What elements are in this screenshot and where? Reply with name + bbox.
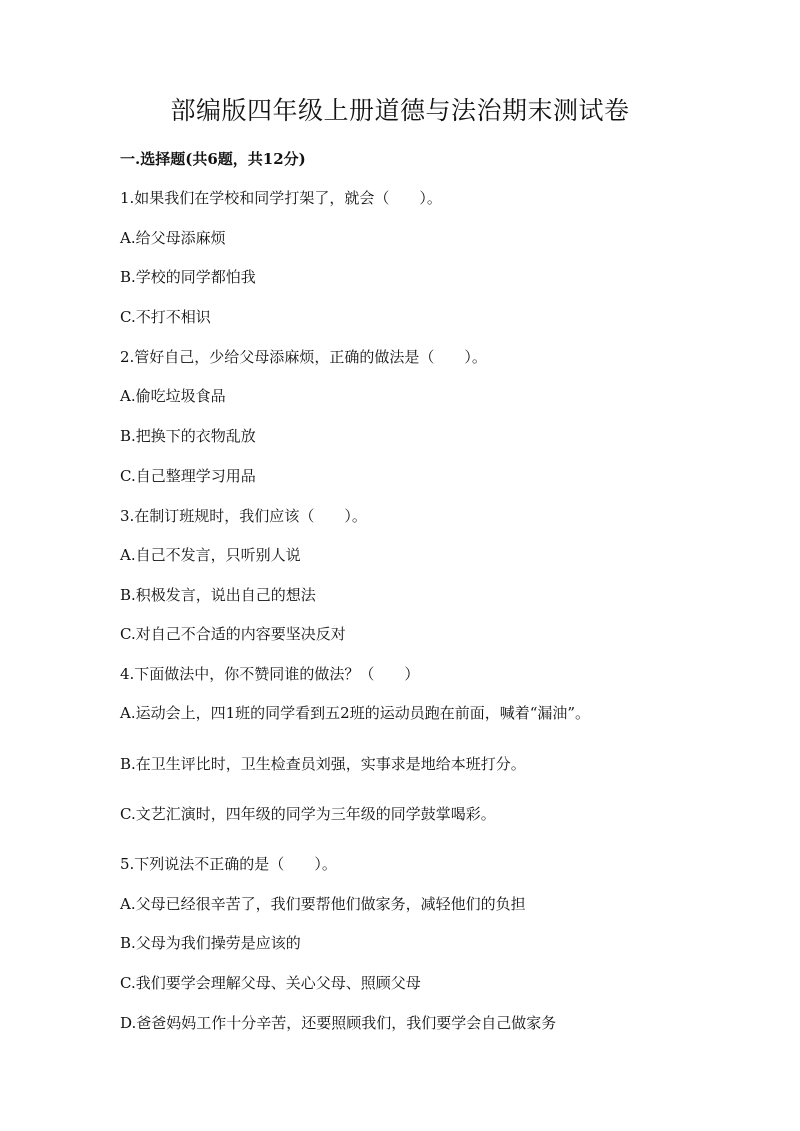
- question-3-option-a: A.自己不发言，只听别人说: [120, 546, 301, 564]
- section-heading: 一.选择题(共6题，共12分): [120, 150, 306, 168]
- question-2-stem: 2.管好自己，少给父母添麻烦，正确的做法是（ ）。: [120, 348, 487, 366]
- question-1-option-a: A.给父母添麻烦: [120, 229, 226, 247]
- question-3-option-c: C.对自己不合适的内容要坚决反对: [120, 625, 346, 643]
- page-title: 部编版四年级上册道德与法治期末测试卷: [170, 96, 630, 125]
- question-5-option-a: A.父母已经很辛苦了，我们要帮他们做家务，减轻他们的负担: [120, 895, 526, 913]
- question-3-option-b: B.积极发言，说出自己的想法: [120, 586, 316, 604]
- question-4-option-a: A.运动会上，四1班的同学看到五2班的运动员跑在前面，喊着“漏油”。: [120, 704, 591, 722]
- question-3-stem: 3.在制订班规时，我们应该（ ）。: [120, 507, 367, 525]
- question-5-option-b: B.父母为我们操劳是应该的: [120, 934, 301, 952]
- question-2-option-c: C.自己整理学习用品: [120, 467, 256, 485]
- question-1-option-c: C.不打不相识: [120, 308, 211, 326]
- question-4-stem: 4.下面做法中，你不赞同谁的做法？（ ）: [120, 665, 420, 683]
- question-1-option-b: B.学校的同学都怕我: [120, 268, 256, 286]
- question-5-stem: 5.下列说法不正确的是（ ）。: [120, 855, 337, 873]
- question-4-option-c: C.文艺汇演时，四年级的同学为三年级的同学鼓掌喝彩。: [120, 805, 496, 823]
- question-4-option-b: B.在卫生评比时，卫生检查员刘强，实事求是地给本班打分。: [120, 755, 526, 773]
- question-5-option-c: C.我们要学会理解父母、关心父母、照顾父母: [120, 974, 421, 992]
- question-5-option-d: D.爸爸妈妈工作十分辛苦，还要照顾我们，我们要学会自己做家务: [120, 1014, 557, 1032]
- question-2-option-a: A.偷吃垃圾食品: [120, 387, 226, 405]
- question-1-stem: 1.如果我们在学校和同学打架了，就会（ ）。: [120, 189, 442, 207]
- question-2-option-b: B.把换下的衣物乱放: [120, 427, 256, 445]
